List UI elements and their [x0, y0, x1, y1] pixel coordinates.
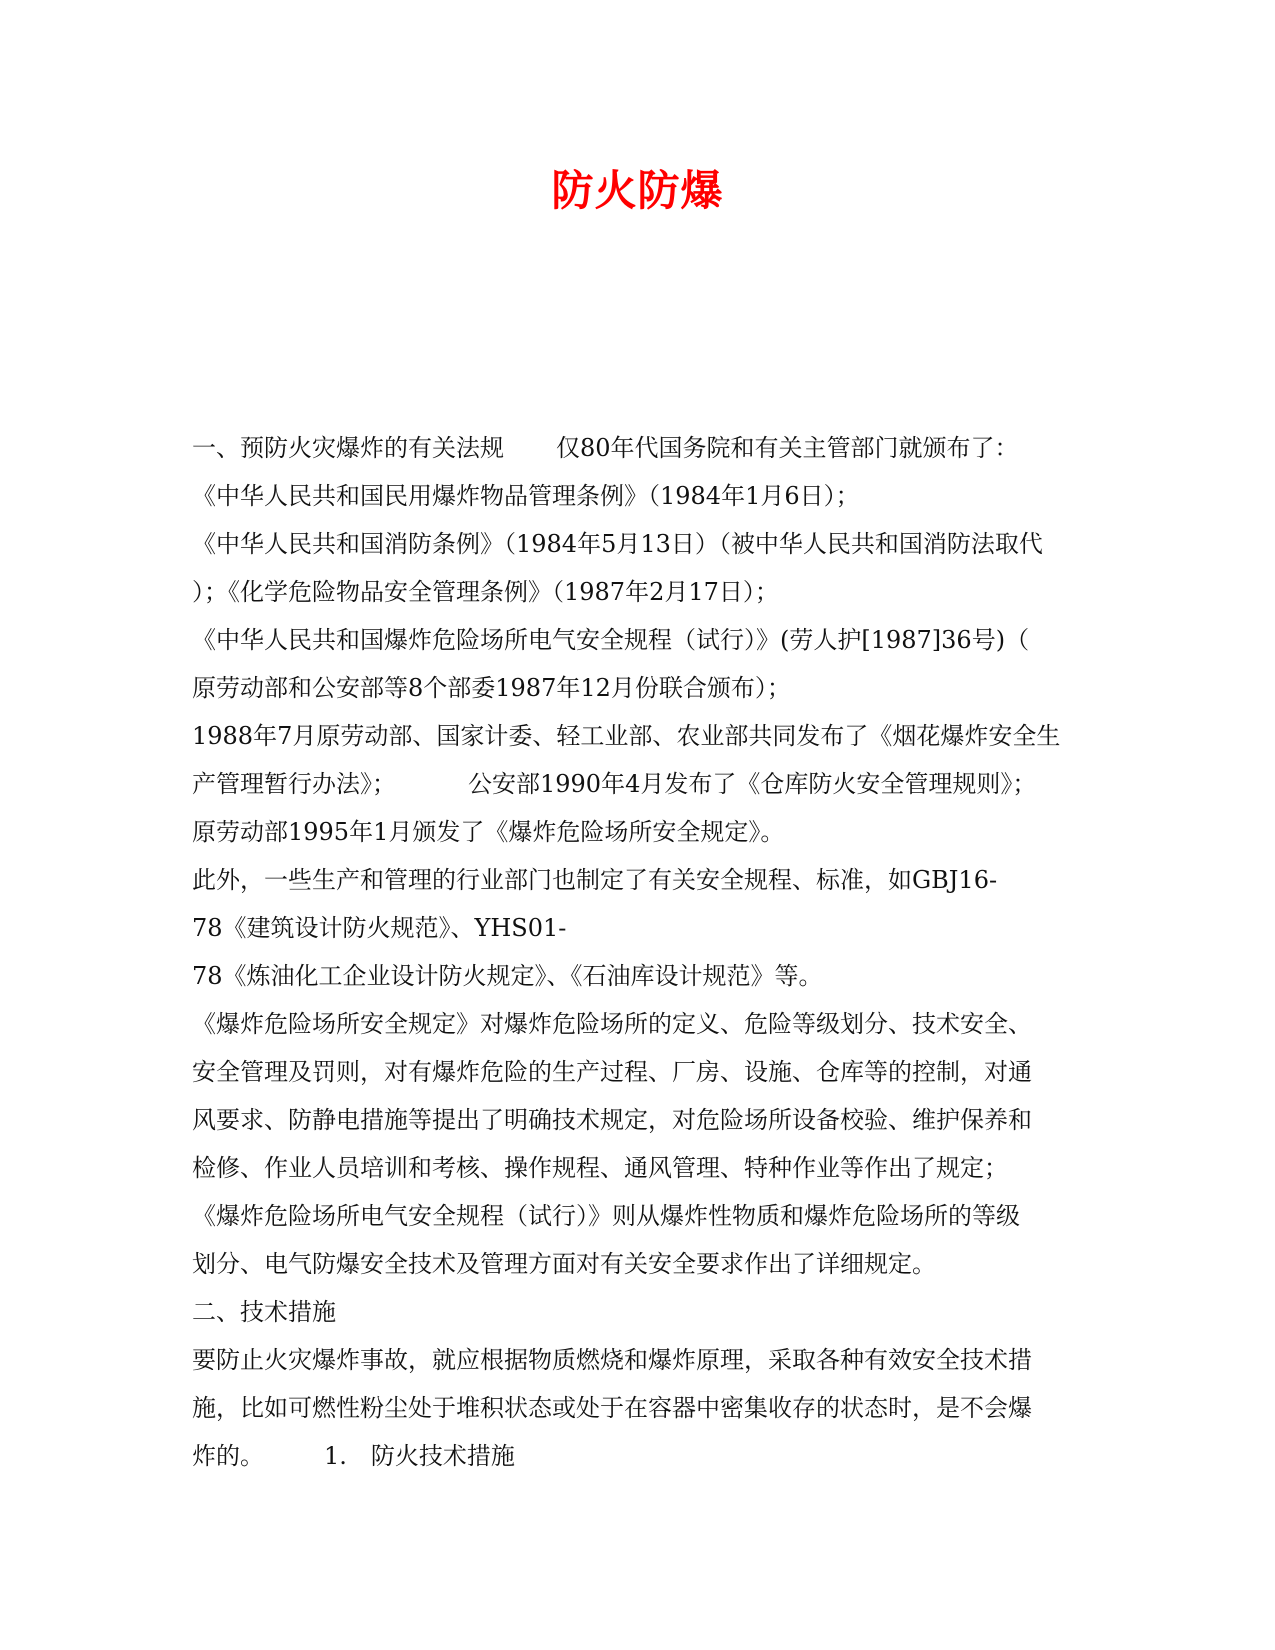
section-heading-regulations: 一、预防火灾爆炸的有关法规	[192, 434, 504, 462]
paragraph-line	[192, 1432, 1072, 1480]
paragraph-text: 产管理暂行办法》；	[192, 770, 396, 798]
paragraph-text: 炸的。	[192, 1442, 264, 1470]
paragraph-line	[192, 424, 1072, 472]
paragraph-line: ）；《化学危险物品安全管理条例》（1987年2月17日）；	[192, 578, 779, 606]
paragraph-line: 检修、作业人员培训和考核、操作规程、通风管理、特种作业等作出了规定；	[192, 1154, 1008, 1182]
paragraph-line: 78《炼油化工企业设计防火规定》、《石油库设计规范》等。	[192, 962, 823, 990]
paragraph-line: 78《建筑设计防火规范》、YHS01-	[192, 914, 567, 942]
paragraph-line: 原劳动部和公安部等8个部委1987年12月份联合颁布）；	[192, 674, 791, 702]
paragraph-text: 公安部1990年4月发布了《仓库防火安全管理规则》；	[468, 770, 1037, 798]
document-body	[192, 424, 1072, 1480]
paragraph-line: 《中华人民共和国爆炸危险场所电气安全规程（试行）》(劳人护[1987]36号)（	[192, 626, 1030, 654]
paragraph-line: 《爆炸危险场所安全规定》对爆炸危险场所的定义、危险等级划分、技术安全、	[192, 1010, 1032, 1038]
paragraph-line: 划分、电气防爆安全技术及管理方面对有关安全要求作出了详细规定。	[192, 1250, 936, 1278]
section-heading-measures: 二、技术措施	[192, 1298, 336, 1326]
paragraph-line: 施，比如可燃性粉尘处于堆积状态或处于在容器中密集收存的状态时，是不会爆	[192, 1394, 1032, 1422]
paragraph-text: 仅80年代国务院和有关主管部门就颁布了：	[556, 434, 1019, 462]
paragraph-line: 原劳动部1995年1月颁发了《爆炸危险场所安全规定》。	[192, 818, 785, 846]
paragraph-line: 此外，一些生产和管理的行业部门也制定了有关安全规程、标准，如GBJ16-	[192, 866, 998, 894]
paragraph-line: 要防止火灾爆炸事故，就应根据物质燃烧和爆炸原理，采取各种有效安全技术措	[192, 1346, 1032, 1374]
paragraph-line: 风要求、防静电措施等提出了明确技术规定，对危险场所设备校验、维护保养和	[192, 1106, 1032, 1134]
paragraph-line	[192, 760, 1072, 808]
paragraph-line: 《中华人民共和国民用爆炸物品管理条例》（1984年1月6日）；	[192, 482, 860, 510]
document-title: 防火防爆	[551, 166, 724, 215]
paragraph-line: 安全管理及罚则，对有爆炸危险的生产过程、厂房、设施、仓库等的控制，对通	[192, 1058, 1032, 1086]
paragraph-line: 1988年7月原劳动部、国家计委、轻工业部、农业部共同发布了《烟花爆炸安全生	[192, 722, 1061, 750]
list-number: 1.	[324, 1442, 347, 1470]
subsection-heading-fire-prevention: 防火技术措施	[370, 1442, 515, 1470]
paragraph-line: 《中华人民共和国消防条例》（1984年5月13日）（被中华人民共和国消防法取代	[192, 530, 1043, 558]
paragraph-line: 《爆炸危险场所电气安全规程（试行）》则从爆炸性物质和爆炸危险场所的等级	[192, 1202, 1020, 1230]
